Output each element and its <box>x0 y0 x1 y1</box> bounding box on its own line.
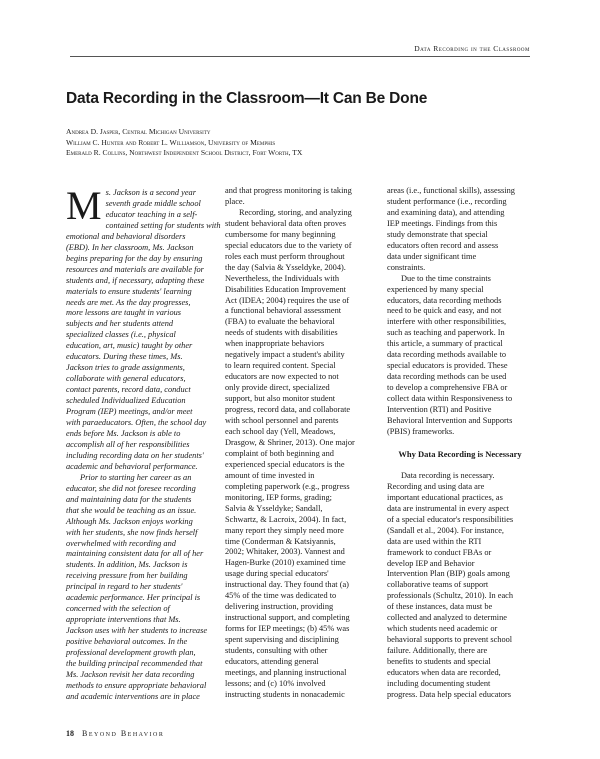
text-line: (EBD). In her classroom, Ms. Jackson <box>66 242 194 252</box>
text-line: Prior to starting her career as an <box>80 472 192 482</box>
text-line: with paraeducators. Often, the school day <box>66 418 207 428</box>
text-line: special educators due to the variety of <box>225 240 352 250</box>
text-line: Jackson tries to grade assignments, <box>66 363 185 373</box>
text-line: collected and analyzed to determine <box>387 613 507 623</box>
text-line: experienced special educators is the <box>225 459 345 469</box>
text-line: only provide direct, specialized <box>225 383 330 393</box>
text-line: data are used within the RTI <box>387 536 482 546</box>
text-line: 2002; Whitaker, 2003). Vannest and <box>225 547 345 557</box>
text-line: seventh grade middle school <box>105 198 201 208</box>
text-line: completing paperwork (e.g., progress <box>225 481 350 491</box>
text-line: more lessons are taught in various <box>66 308 182 318</box>
text-line: and that progress monitoring is taking <box>225 186 352 195</box>
column-3 <box>387 186 533 701</box>
text-line: including recording data on her students' <box>66 450 204 460</box>
text-line: educator, she did not foresee recording <box>66 483 196 493</box>
text-line: Recording and using data are <box>387 481 485 491</box>
text-line: (PBIS) frameworks. <box>387 426 455 436</box>
text-line: progress. Data help special educators <box>387 689 511 699</box>
text-line: (Sandall et al., 2004). For instance, <box>387 525 505 535</box>
text-line: Drasgow, & Shriner, 2013). One major <box>225 437 355 447</box>
text-line: interfere with other responsibilities, <box>387 317 507 327</box>
text-line: (FBA) to evaluate the behavioral <box>225 317 335 327</box>
text-line: contact parents, record data, conduct <box>66 385 191 395</box>
text-line: professionals (Schultz, 2010). In each <box>387 591 514 601</box>
text-line: s. Jackson is a second year <box>105 188 196 197</box>
text-line: framework to conduct FBAs or <box>387 547 492 557</box>
text-line: the building principal recommended that <box>66 658 203 668</box>
intro-paragraph-2 <box>66 473 212 703</box>
text-line: forms for IEP meetings; (b) 45% was <box>225 624 350 634</box>
text-line: special educators is provided. These <box>387 361 508 371</box>
text-line: of these instances, data must be <box>387 602 493 612</box>
text-line: important educational practices, as <box>387 492 503 502</box>
text-line: Although Ms. Jackson enjoys working <box>66 516 193 526</box>
text-line: Salvia & Ysseldyke; Sandall, <box>225 503 323 513</box>
text-line: place. <box>225 196 245 206</box>
text-line: complaint of both beginning and <box>225 448 334 458</box>
text-line: cumbersome for many beginning <box>225 229 336 239</box>
text-line: educators, data recording methods <box>387 295 502 305</box>
text-line: ends before Ms. Jackson is able to <box>66 428 181 438</box>
text-line: Ms. Jackson revisit her data recording <box>66 669 195 679</box>
text-line: collect data within Responsiveness to <box>387 394 513 404</box>
text-line: and examining data), and attending <box>387 207 505 217</box>
text-line: materials to ensure students' learning <box>66 286 192 296</box>
running-head-text: Data Recording in the Classroom <box>414 44 530 53</box>
text-line: benefits to students and special <box>387 657 491 667</box>
text-line: study demonstrate that special <box>387 229 488 239</box>
text-line: IEP meetings. Findings from this <box>387 218 498 228</box>
text-line: with school personnel and parents <box>225 416 339 426</box>
text-line: subjects and her students attend <box>66 319 174 329</box>
text-line: 45% of the time was dedicated to <box>225 591 337 601</box>
text-line: lessons; and (c) 10% involved <box>225 678 326 688</box>
author-line: William C. Hunter and Robert L. Williamson, University of Memphis <box>66 137 276 147</box>
text-line: roles each must perform throughout <box>225 251 345 261</box>
text-line: students. In addition, Ms. Jackson is <box>66 560 188 570</box>
text-line: the day (Salvia & Ysseldyke, 2004). <box>225 262 346 272</box>
body-paragraph <box>387 274 533 438</box>
body-paragraph <box>387 471 533 701</box>
text-line: educators, attending general <box>225 656 319 666</box>
text-line: which students need academic or <box>387 624 498 634</box>
text-line: negatively impact a student's ability <box>225 350 345 360</box>
text-line: receiving pressure from her building <box>66 571 188 581</box>
page-footer <box>66 729 164 738</box>
text-line: Behavioral Intervention and Supports <box>387 416 513 426</box>
text-line: when inappropriate behaviors <box>225 339 325 349</box>
body-paragraph <box>387 186 533 274</box>
text-line: professional development growth plan, <box>66 648 196 658</box>
text-line: usage during special educators' <box>225 569 329 579</box>
text-line: student behavioral data often proves <box>225 218 346 228</box>
column-1 <box>66 183 221 703</box>
text-line: accomplish all of her responsibilities <box>66 439 190 449</box>
text-line: of a special educator's responsibilities <box>387 514 514 524</box>
text-line: educators when data are recorded, <box>387 668 501 678</box>
journal-name: Beyond Behavior <box>82 729 165 738</box>
text-line: needs of students with disabilities <box>225 328 338 338</box>
drop-cap: M <box>66 183 102 228</box>
text-line: concerned with the selection of <box>66 604 170 614</box>
text-line: resources and materials are available for <box>66 264 204 274</box>
running-head <box>70 44 530 57</box>
text-line: student performance (i.e., recording <box>387 196 507 206</box>
text-line: academic performance. Her principal is <box>66 593 201 603</box>
text-line: instructional day. They found that (a) <box>225 580 349 590</box>
text-line: instructing students in nonacademic <box>225 689 345 699</box>
text-line: begins preparing for the day by ensuring <box>66 253 203 263</box>
text-line: contained setting for students with <box>105 220 221 230</box>
text-line: monitoring, IEP forms, grading; <box>225 492 332 502</box>
text-line: that she would be teaching as an issue. <box>66 505 197 515</box>
text-line: Intervention Plan (BIP) goals among <box>387 569 510 579</box>
text-line: methods to ensure appropriate behavioral <box>66 680 207 690</box>
text-line: education, art, music) taught by other <box>66 341 193 351</box>
text-line: emotional and behavioral disorders <box>66 231 186 241</box>
text-line: students and, if necessary, adapting these <box>66 275 205 285</box>
text-line: appropriate interventions that Ms. <box>66 615 181 625</box>
page-number: 18 <box>66 729 74 738</box>
text-line: educators often record and assess <box>387 240 499 250</box>
text-line: meetings, and planning instructional <box>225 667 347 677</box>
author-line: Emerald R. Collins, Northwest Independent School District, Fort Worth, TX <box>66 148 303 157</box>
section-heading: Why Data Recording is Necessary <box>398 448 522 459</box>
text-line: educator teaching in a self- <box>105 209 198 219</box>
text-line: Jackson uses with her students to increase <box>66 626 208 636</box>
text-line: instructional support, and completing <box>225 613 350 623</box>
text-line: Nevertheless, the Individuals with <box>225 273 340 283</box>
text-line: to develop a comprehensive FBA or <box>387 383 508 393</box>
text-line: Due to the time constraints <box>401 273 491 283</box>
text-line: support, but also monitor student <box>225 394 336 404</box>
author-list <box>66 127 302 159</box>
text-line: and maintaining data for the students <box>66 494 192 504</box>
text-line: educators are now expected to not <box>225 372 339 382</box>
text-line: progress, record data, and collaborate <box>225 405 351 415</box>
text-line: data under significant time <box>387 251 477 261</box>
text-line: Disabilities Education Improvement <box>225 284 346 294</box>
text-line: such as teaching and paperwork. In <box>387 328 505 338</box>
text-line: each school day (Yell, Meadows, <box>225 426 336 436</box>
text-line: Hagen-Burke (2010) examined time <box>225 558 346 568</box>
text-line: Schwartz, & Lacroix, 2004). In fact, <box>225 514 347 524</box>
text-line: Intervention (RTI) and Positive <box>387 405 492 415</box>
article-title: Data Recording in the Classroom—It Can Be Done <box>66 90 428 107</box>
text-line: collaborative teams of support <box>387 580 489 590</box>
text-line: overwhelmed with recording and <box>66 538 176 548</box>
text-line: maintaining consistent data for all of her <box>66 549 204 559</box>
text-line: academic and behavioral performance. <box>66 461 198 471</box>
text-line: scheduled Individualized Education <box>66 396 186 406</box>
text-line: and academic interventions are in place <box>66 691 200 701</box>
text-line: positive behavioral outcomes. In the <box>66 637 188 647</box>
intro-paragraph-1 <box>66 183 221 473</box>
text-line: with her students, she now finds herself <box>66 527 198 537</box>
text-line: principal in regard to her students' <box>66 582 183 592</box>
text-line: many report they simply need more <box>225 525 344 535</box>
text-line: specialized classes (i.e., physical <box>66 330 176 340</box>
text-line: need to be quick and easy, and not <box>387 306 502 316</box>
text-line: delivering instruction, providing <box>225 602 334 612</box>
text-line: time (Conderman & Katsiyannis, <box>225 536 336 546</box>
text-line: including documenting student <box>387 678 491 688</box>
text-line: spent supervising and disciplining <box>225 635 339 645</box>
text-line: failure. Additionally, there are <box>387 646 488 656</box>
text-line: Act (IDEA; 2004) requires the use of <box>225 295 350 305</box>
text-line: needs are met. As the day progresses, <box>66 297 191 307</box>
text-line: data recording methods available to <box>387 350 507 360</box>
text-line: develop IEP and Behavior <box>387 558 475 568</box>
column-2 <box>225 186 370 701</box>
text-line: areas (i.e., functional skills), assessing <box>387 186 515 195</box>
text-line: this article, a summary of practical <box>387 339 503 349</box>
body-paragraph <box>225 208 370 701</box>
text-line: collaborate with general educators, <box>66 374 186 384</box>
text-line: Data recording is necessary. <box>401 470 495 480</box>
author-line: Andrea D. Jasper, Central Michigan University <box>66 127 211 136</box>
text-line: a functional behavioral assessment <box>225 306 342 316</box>
text-line: Program (IEP) meetings, and/or meet <box>66 407 193 417</box>
text-line: experienced by many special <box>387 284 484 294</box>
text-line: students, consulting with other <box>225 646 328 656</box>
text-line: data are instrumental in every aspect <box>387 503 510 513</box>
text-line: behavioral supports to prevent school <box>387 635 513 645</box>
text-line: data recording methods can be used <box>387 372 507 382</box>
text-line: amount of time invested in <box>225 470 315 480</box>
body-paragraph <box>225 186 370 208</box>
text-line: Recording, storing, and analyzing <box>239 207 352 217</box>
text-line: to learn required content. Special <box>225 361 336 371</box>
text-line: constraints. <box>387 262 426 272</box>
text-line: educators. During these times, Ms. <box>66 352 183 362</box>
